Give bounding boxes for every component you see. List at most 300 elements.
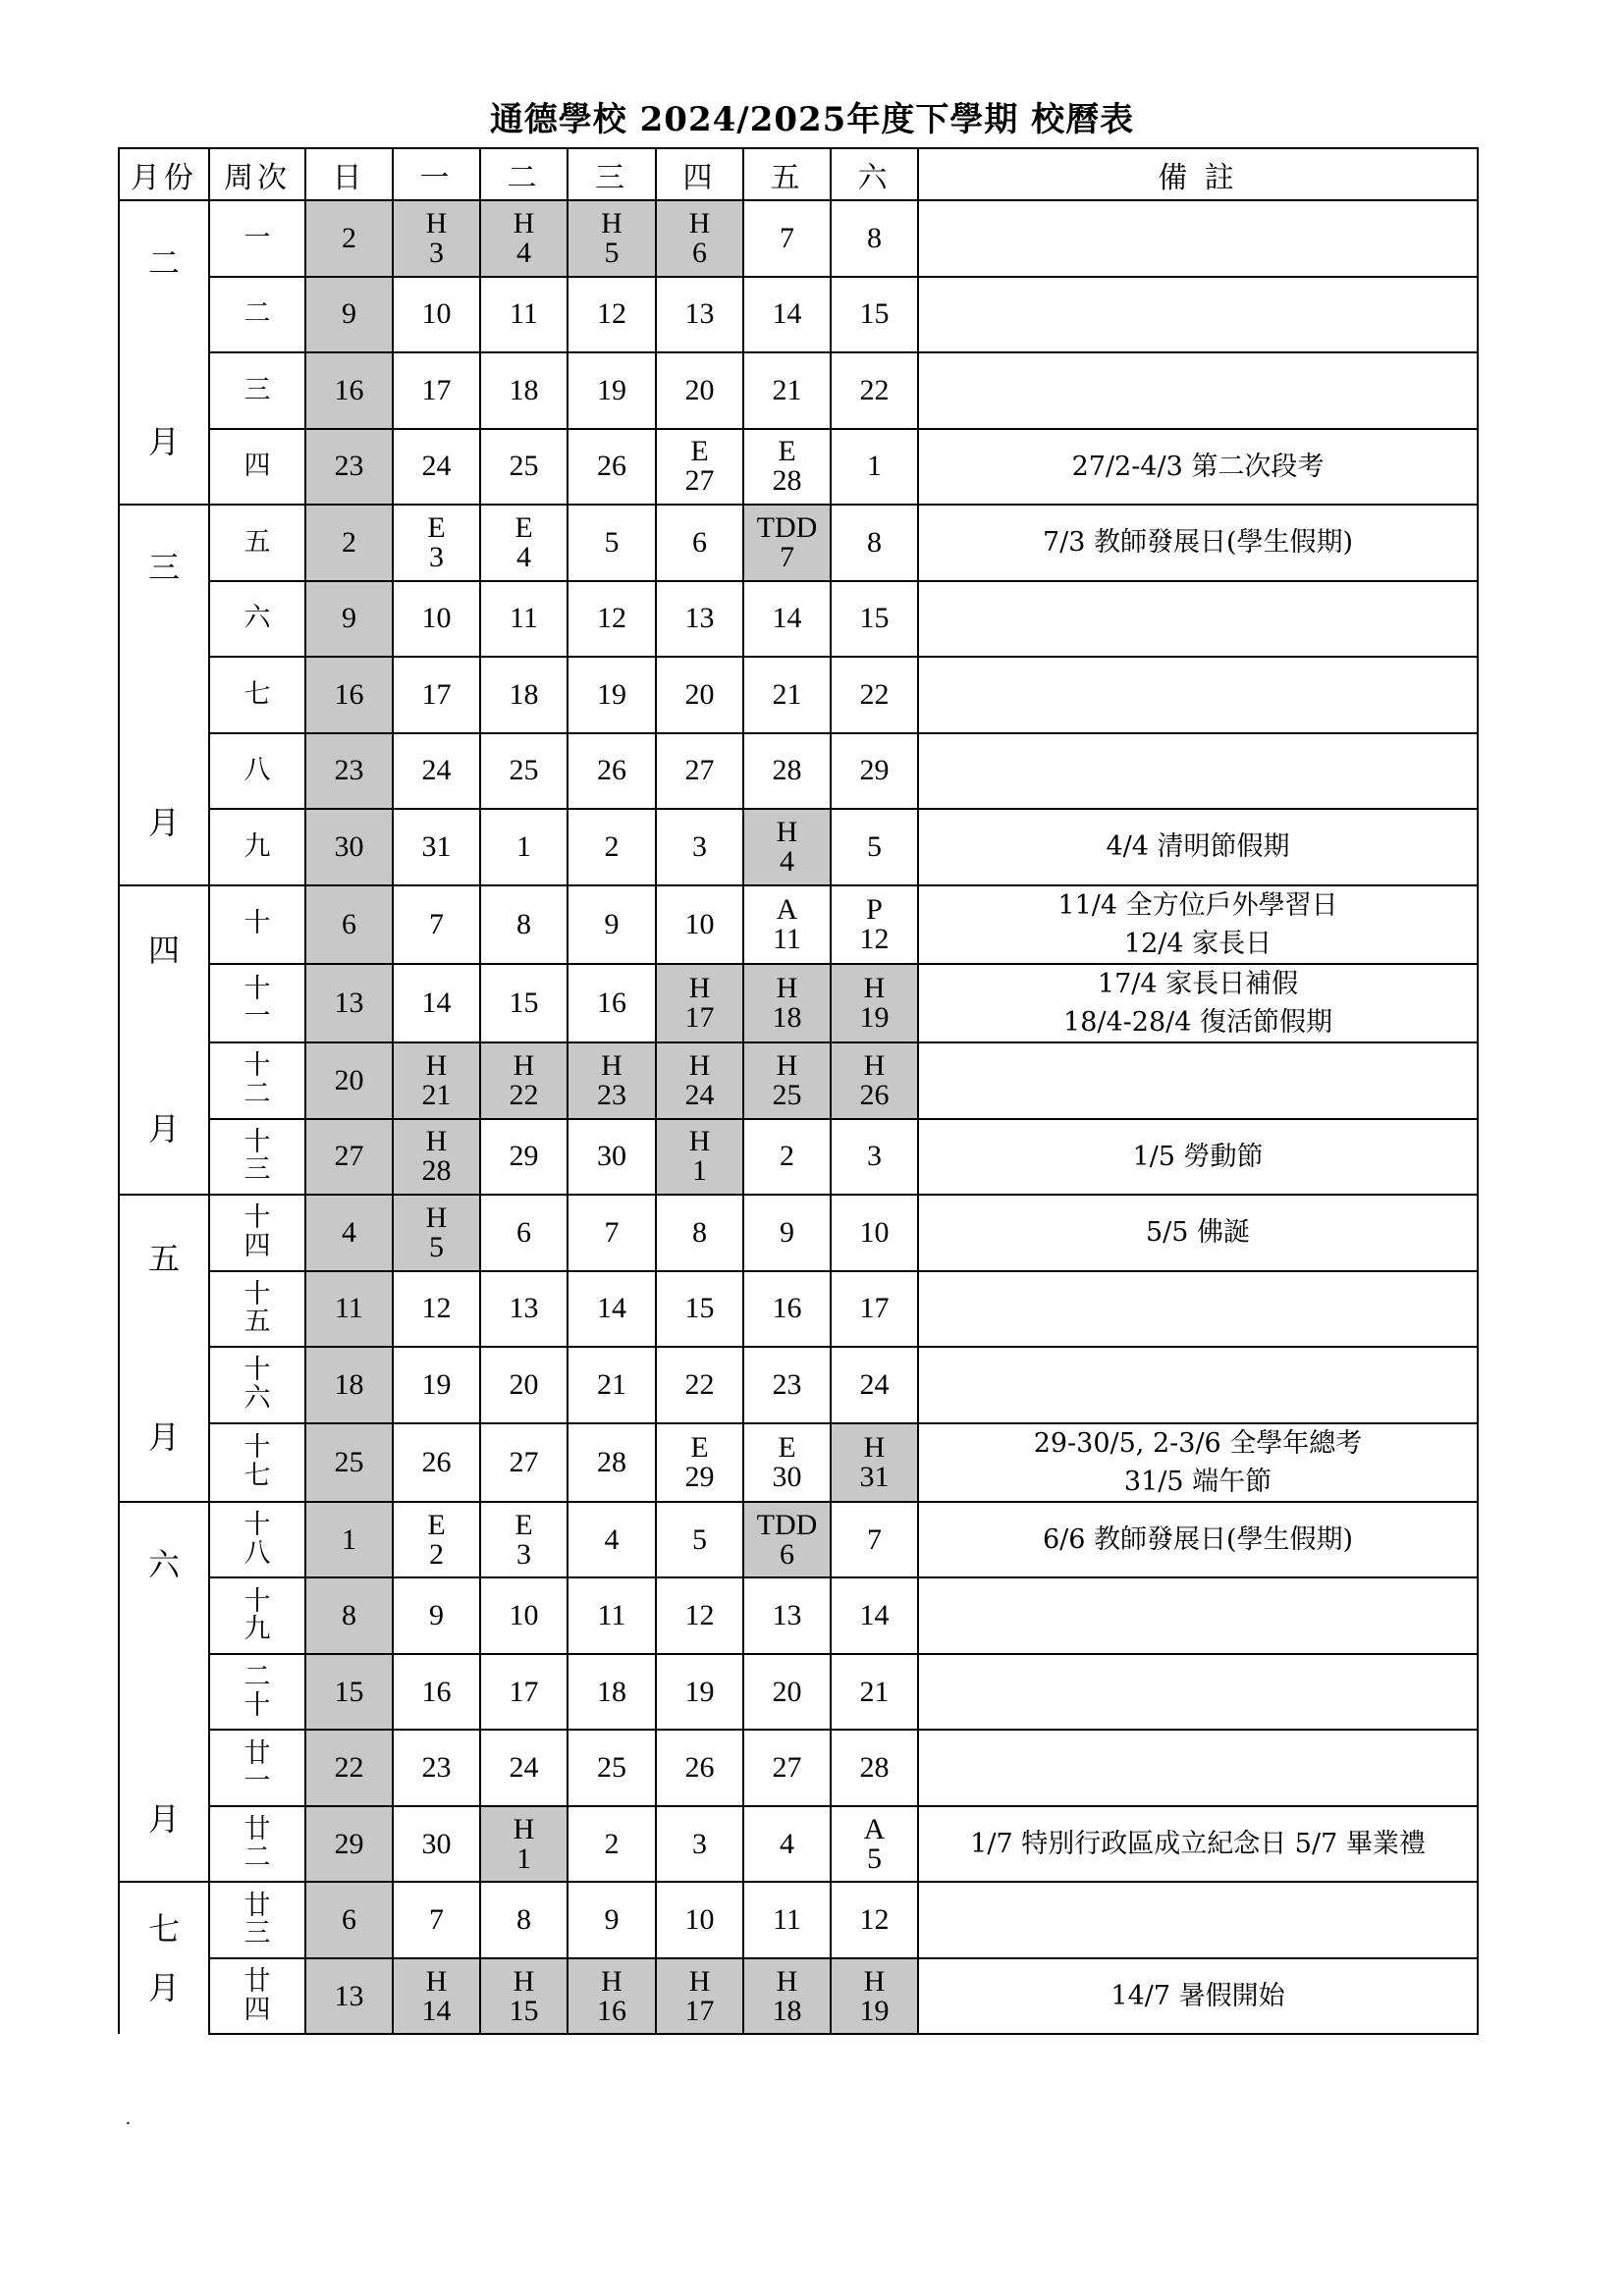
day-number: 16 bbox=[597, 986, 626, 1019]
day-number: 7 bbox=[780, 540, 794, 573]
day-number: 5 bbox=[867, 1842, 882, 1875]
day-number: 28 bbox=[772, 464, 802, 498]
day-number: 18 bbox=[772, 1994, 802, 2027]
week-row bbox=[119, 1882, 1478, 1958]
header-wed: 三 bbox=[568, 148, 656, 200]
day-cell bbox=[305, 505, 393, 581]
week-row bbox=[119, 657, 1478, 733]
week-number-char: 十 bbox=[244, 1585, 271, 1617]
day-cell bbox=[831, 885, 918, 964]
week-row bbox=[119, 1577, 1478, 1654]
week-number-char: 一 bbox=[244, 1766, 271, 1797]
day-cell bbox=[393, 1806, 480, 1883]
day-cell bbox=[831, 1730, 918, 1806]
header-mon: 一 bbox=[393, 148, 480, 200]
day-cell bbox=[393, 1730, 480, 1806]
month-cell bbox=[119, 1502, 209, 1883]
day-number: 7 bbox=[604, 1215, 620, 1249]
week-number bbox=[209, 505, 305, 581]
day-cell bbox=[480, 352, 568, 429]
day-cell bbox=[480, 1042, 568, 1119]
day-cell bbox=[305, 1958, 393, 2035]
week-number-char: 四 bbox=[244, 451, 271, 482]
day-cell bbox=[480, 200, 568, 277]
day-cell bbox=[568, 809, 656, 885]
day-code: H bbox=[425, 1964, 448, 1998]
week-number bbox=[209, 1882, 305, 1958]
day-cell bbox=[480, 809, 568, 885]
week-number-char: 廿 bbox=[244, 1737, 271, 1769]
day-code: H bbox=[688, 1125, 711, 1158]
week-number-char: 廿 bbox=[244, 1966, 271, 1998]
remark-cell bbox=[918, 200, 1478, 277]
day-cell bbox=[480, 1119, 568, 1196]
month-label-char: 月 bbox=[147, 1110, 180, 1148]
week-row bbox=[119, 352, 1478, 429]
day-number: 17 bbox=[684, 1994, 715, 2027]
day-number: 16 bbox=[334, 677, 364, 711]
week-number-char: 八 bbox=[244, 1537, 271, 1569]
day-cell bbox=[480, 1423, 568, 1502]
day-number: 26 bbox=[597, 450, 626, 483]
day-cell bbox=[305, 809, 393, 885]
day-cell bbox=[393, 505, 480, 581]
day-cell bbox=[568, 885, 656, 964]
day-number: 8 bbox=[867, 221, 882, 254]
day-cell bbox=[393, 581, 480, 658]
week-number bbox=[209, 1577, 305, 1654]
day-cell bbox=[305, 277, 393, 353]
day-cell bbox=[568, 1654, 656, 1731]
day-cell bbox=[568, 1806, 656, 1883]
week-row bbox=[119, 1347, 1478, 1423]
month-cell bbox=[119, 885, 209, 1196]
day-code: H bbox=[776, 1964, 798, 1998]
week-row bbox=[119, 1423, 1478, 1502]
remark-cell bbox=[918, 1271, 1478, 1348]
day-number: 6 bbox=[342, 907, 356, 940]
day-code: H bbox=[776, 1048, 798, 1082]
day-number: 11 bbox=[773, 1903, 801, 1937]
day-number: 20 bbox=[684, 373, 715, 406]
day-cell bbox=[743, 1271, 831, 1348]
month-label-char: 月 bbox=[147, 1800, 180, 1839]
day-number: 13 bbox=[509, 1292, 539, 1325]
day-number: 21 bbox=[597, 1367, 626, 1401]
remark-line: 11/4 全方位戶外學習日 bbox=[1057, 889, 1338, 921]
day-code: H bbox=[688, 206, 711, 240]
week-row bbox=[119, 809, 1478, 885]
day-cell bbox=[743, 277, 831, 353]
week-number bbox=[209, 1730, 305, 1806]
day-cell bbox=[831, 809, 918, 885]
day-number: 9 bbox=[604, 1903, 620, 1937]
day-cell bbox=[568, 429, 656, 506]
day-number: 18 bbox=[509, 373, 539, 406]
week-number-char: 九 bbox=[244, 1614, 271, 1645]
day-cell bbox=[305, 1654, 393, 1731]
week-number-char: 二 bbox=[244, 1842, 271, 1873]
day-cell bbox=[743, 964, 831, 1042]
day-number: 30 bbox=[772, 1460, 802, 1493]
day-cell bbox=[656, 1958, 743, 2035]
day-cell bbox=[831, 200, 918, 277]
day-number: 2 bbox=[604, 1827, 620, 1860]
week-number bbox=[209, 657, 305, 733]
day-cell bbox=[831, 1042, 918, 1119]
day-number: 18 bbox=[597, 1675, 626, 1708]
day-cell bbox=[656, 809, 743, 885]
day-number: 11 bbox=[597, 1599, 626, 1632]
day-number: 16 bbox=[597, 1994, 626, 2027]
week-number bbox=[209, 733, 305, 810]
day-number: 15 bbox=[684, 1292, 715, 1325]
day-number: 13 bbox=[772, 1599, 802, 1632]
day-cell bbox=[568, 1119, 656, 1196]
day-code: E bbox=[778, 435, 796, 468]
day-cell bbox=[480, 885, 568, 964]
day-number: 21 bbox=[859, 1675, 890, 1708]
day-code: H bbox=[513, 1964, 535, 1998]
week-number-char: 十 bbox=[244, 1689, 271, 1721]
school-calendar-table bbox=[118, 147, 1479, 2035]
week-number-char: 十 bbox=[244, 1510, 271, 1541]
day-number: 5 bbox=[867, 829, 882, 863]
day-cell bbox=[831, 964, 918, 1042]
week-number bbox=[209, 200, 305, 277]
day-cell bbox=[656, 1423, 743, 1502]
day-number: 1 bbox=[867, 450, 882, 483]
day-cell bbox=[656, 352, 743, 429]
header-fri: 五 bbox=[743, 148, 831, 200]
day-cell bbox=[393, 964, 480, 1042]
day-number: 17 bbox=[509, 1675, 539, 1708]
day-cell bbox=[831, 352, 918, 429]
remark-line: 1/7 特別行政區成立紀念日 5/7 畢業禮 bbox=[970, 1829, 1426, 1860]
day-number: 29 bbox=[509, 1140, 539, 1173]
day-cell bbox=[831, 1502, 918, 1578]
day-cell bbox=[743, 1882, 831, 1958]
day-number: 6 bbox=[780, 1537, 794, 1571]
day-code: A bbox=[863, 1812, 886, 1845]
week-number-char: 六 bbox=[244, 603, 271, 634]
month-label-char: 月 bbox=[147, 803, 180, 841]
day-number: 30 bbox=[421, 1827, 452, 1860]
week-number bbox=[209, 1423, 305, 1502]
day-cell bbox=[568, 1502, 656, 1578]
day-cell bbox=[480, 1958, 568, 2035]
week-number-char: 一 bbox=[244, 222, 271, 253]
remark-cell bbox=[918, 581, 1478, 658]
day-code: H bbox=[863, 1430, 886, 1464]
month-label-char: 月 bbox=[147, 1969, 180, 2007]
day-code: H bbox=[425, 1125, 448, 1158]
week-number-char: 三 bbox=[244, 1918, 271, 1949]
day-number: 16 bbox=[421, 1675, 452, 1708]
day-number: 1 bbox=[692, 1154, 707, 1188]
day-number: 24 bbox=[859, 1367, 890, 1401]
week-number-char: 七 bbox=[244, 678, 271, 710]
month-label-char: 三 bbox=[147, 549, 180, 586]
remark-line: 6/6 教師發展日(學生假期) bbox=[1042, 1524, 1354, 1556]
day-number: 1 bbox=[516, 829, 531, 863]
day-number: 6 bbox=[692, 525, 707, 559]
day-cell bbox=[568, 505, 656, 581]
day-number: 23 bbox=[772, 1367, 802, 1401]
week-row bbox=[119, 1806, 1478, 1883]
day-cell bbox=[305, 200, 393, 277]
day-cell bbox=[568, 1423, 656, 1502]
day-number: 25 bbox=[597, 1751, 626, 1785]
day-number: 8 bbox=[867, 525, 882, 559]
remark-cell bbox=[918, 1502, 1478, 1578]
day-cell bbox=[831, 657, 918, 733]
day-number: 21 bbox=[421, 1078, 452, 1111]
week-number-char: 十 bbox=[244, 1278, 271, 1309]
day-number: 25 bbox=[509, 754, 539, 787]
week-row bbox=[119, 964, 1478, 1042]
day-code: E bbox=[427, 1508, 446, 1541]
header-sun: 日 bbox=[305, 148, 393, 200]
day-number: 20 bbox=[684, 677, 715, 711]
day-cell bbox=[393, 885, 480, 964]
day-cell bbox=[305, 964, 393, 1042]
remark-line: 7/3 教師發展日(學生假期) bbox=[1042, 527, 1354, 559]
day-number: 22 bbox=[859, 677, 890, 711]
day-cell bbox=[656, 1882, 743, 1958]
remark-cell bbox=[918, 1882, 1478, 1958]
month-label-char: 五 bbox=[147, 1240, 180, 1278]
day-number: 2 bbox=[342, 525, 356, 559]
day-cell bbox=[743, 1654, 831, 1731]
day-number: 21 bbox=[772, 677, 802, 711]
day-number: 24 bbox=[509, 1751, 539, 1785]
day-number: 11 bbox=[335, 1292, 363, 1325]
day-code: H bbox=[863, 1048, 886, 1082]
day-number: 27 bbox=[772, 1751, 802, 1785]
day-cell bbox=[656, 1806, 743, 1883]
day-number: 22 bbox=[684, 1367, 715, 1401]
day-cell bbox=[656, 429, 743, 506]
day-cell bbox=[831, 1271, 918, 1348]
day-number: 14 bbox=[859, 1599, 890, 1632]
day-number: 5 bbox=[604, 525, 620, 559]
week-number bbox=[209, 885, 305, 964]
day-cell bbox=[831, 1347, 918, 1423]
remark-cell bbox=[918, 1654, 1478, 1731]
remark-line: 1/5 勞動節 bbox=[1132, 1141, 1264, 1172]
day-cell bbox=[480, 1577, 568, 1654]
day-number: 9 bbox=[604, 907, 620, 940]
day-number: 2 bbox=[342, 221, 356, 254]
day-cell bbox=[305, 581, 393, 658]
day-cell bbox=[831, 581, 918, 658]
day-cell bbox=[656, 1119, 743, 1196]
week-number bbox=[209, 277, 305, 353]
week-number-char: 十 bbox=[244, 1050, 271, 1082]
day-cell bbox=[480, 1347, 568, 1423]
remark-cell bbox=[918, 1958, 1478, 2035]
day-code: H bbox=[513, 206, 535, 240]
remark-line: 12/4 家長日 bbox=[1123, 928, 1272, 959]
day-number: 26 bbox=[859, 1078, 890, 1111]
day-code: E bbox=[778, 1430, 796, 1464]
day-cell bbox=[656, 1730, 743, 1806]
day-number: 5 bbox=[604, 236, 620, 269]
day-cell bbox=[480, 657, 568, 733]
day-code: E bbox=[427, 510, 446, 544]
day-number: 28 bbox=[421, 1154, 452, 1188]
day-number: 3 bbox=[867, 1140, 882, 1173]
day-number: 1 bbox=[516, 1842, 531, 1875]
day-cell bbox=[831, 1806, 918, 1883]
day-cell bbox=[305, 1119, 393, 1196]
day-number: 20 bbox=[772, 1675, 802, 1708]
day-cell bbox=[656, 1042, 743, 1119]
day-number: 18 bbox=[334, 1367, 364, 1401]
day-cell bbox=[568, 733, 656, 810]
header-week: 周次 bbox=[209, 148, 305, 200]
day-cell bbox=[393, 657, 480, 733]
month-label-char: 六 bbox=[147, 1545, 180, 1583]
day-code: H bbox=[425, 1201, 448, 1234]
week-number-char: 二 bbox=[244, 1078, 271, 1109]
day-number: 8 bbox=[342, 1599, 356, 1632]
header-sat: 六 bbox=[831, 148, 918, 200]
day-code: H bbox=[863, 1964, 886, 1998]
day-number: 14 bbox=[421, 986, 452, 1019]
week-number-char: 三 bbox=[244, 1154, 271, 1186]
remark-cell bbox=[918, 1195, 1478, 1271]
week-row bbox=[119, 1502, 1478, 1578]
day-number: 24 bbox=[421, 754, 452, 787]
day-code: E bbox=[514, 1508, 533, 1541]
day-cell bbox=[656, 657, 743, 733]
day-cell bbox=[831, 1958, 918, 2035]
day-cell bbox=[831, 505, 918, 581]
header-row bbox=[119, 148, 1478, 200]
day-code: H bbox=[776, 971, 798, 1004]
day-cell bbox=[305, 657, 393, 733]
day-cell bbox=[393, 429, 480, 506]
day-number: 17 bbox=[684, 1000, 715, 1034]
day-cell bbox=[743, 1806, 831, 1883]
header-remarks: 備 註 bbox=[918, 148, 1478, 200]
day-number: 21 bbox=[772, 373, 802, 406]
day-number: 9 bbox=[780, 1215, 794, 1249]
day-code: E bbox=[690, 1430, 709, 1464]
day-number: 2 bbox=[604, 829, 620, 863]
day-number: 20 bbox=[509, 1367, 539, 1401]
day-number: 27 bbox=[509, 1445, 539, 1478]
day-cell bbox=[480, 1195, 568, 1271]
day-cell bbox=[743, 1502, 831, 1578]
week-row bbox=[119, 1958, 1478, 2035]
day-cell bbox=[568, 200, 656, 277]
remark-cell bbox=[918, 1119, 1478, 1196]
day-number: 4 bbox=[342, 1215, 356, 1249]
day-number: 9 bbox=[342, 297, 356, 331]
day-code: TDD bbox=[756, 1508, 818, 1541]
day-number: 13 bbox=[684, 297, 715, 331]
day-number: 14 bbox=[597, 1292, 626, 1325]
header-tue: 二 bbox=[480, 148, 568, 200]
week-number bbox=[209, 809, 305, 885]
day-cell bbox=[831, 1195, 918, 1271]
day-cell bbox=[393, 277, 480, 353]
week-number bbox=[209, 581, 305, 658]
week-number-char: 五 bbox=[244, 526, 271, 558]
day-number: 28 bbox=[859, 1751, 890, 1785]
day-cell bbox=[393, 1654, 480, 1731]
day-cell bbox=[831, 1119, 918, 1196]
day-cell bbox=[480, 581, 568, 658]
week-number-char: 九 bbox=[244, 830, 271, 862]
remark-line: 5/5 佛誕 bbox=[1145, 1217, 1251, 1249]
day-cell bbox=[305, 1042, 393, 1119]
week-number bbox=[209, 352, 305, 429]
week-number-char: 十 bbox=[244, 1432, 271, 1464]
day-number: 6 bbox=[342, 1903, 356, 1937]
header-thu: 四 bbox=[656, 148, 743, 200]
day-number: 7 bbox=[429, 1903, 444, 1937]
day-cell bbox=[568, 1347, 656, 1423]
day-cell bbox=[393, 352, 480, 429]
remark-line: 31/5 端午節 bbox=[1123, 1466, 1272, 1497]
day-cell bbox=[393, 1423, 480, 1502]
day-code: P bbox=[866, 892, 883, 926]
day-number: 9 bbox=[342, 602, 356, 635]
week-number-char: 三 bbox=[244, 374, 271, 405]
day-cell bbox=[656, 200, 743, 277]
day-cell bbox=[743, 429, 831, 506]
week-number-char: 廿 bbox=[244, 1814, 271, 1845]
week-row bbox=[119, 1042, 1478, 1119]
day-cell bbox=[393, 200, 480, 277]
day-cell bbox=[743, 352, 831, 429]
day-number: 23 bbox=[334, 754, 364, 787]
day-number: 22 bbox=[334, 1751, 364, 1785]
footer-mark: . bbox=[126, 2108, 131, 2129]
day-cell bbox=[480, 1271, 568, 1348]
month-cell bbox=[119, 505, 209, 885]
day-number: 31 bbox=[421, 829, 452, 863]
day-cell bbox=[743, 1577, 831, 1654]
remark-line: 29-30/5, 2-3/6 全學年總考 bbox=[1033, 1427, 1363, 1459]
day-code: H bbox=[688, 971, 711, 1004]
day-number: 11 bbox=[510, 297, 538, 331]
day-cell bbox=[480, 1806, 568, 1883]
day-number: 31 bbox=[859, 1460, 890, 1493]
week-row bbox=[119, 429, 1478, 506]
day-number: 26 bbox=[421, 1445, 452, 1478]
day-cell bbox=[480, 429, 568, 506]
day-number: 25 bbox=[509, 450, 539, 483]
week-row bbox=[119, 277, 1478, 353]
week-number-char: 廿 bbox=[244, 1890, 271, 1921]
day-cell bbox=[305, 1806, 393, 1883]
day-number: 24 bbox=[421, 450, 452, 483]
day-number: 22 bbox=[509, 1078, 539, 1111]
day-number: 15 bbox=[509, 1994, 539, 2027]
day-number: 6 bbox=[692, 236, 707, 269]
day-cell bbox=[568, 1958, 656, 2035]
day-number: 19 bbox=[859, 1994, 890, 2027]
day-cell bbox=[393, 733, 480, 810]
day-number: 11 bbox=[773, 922, 801, 955]
day-cell bbox=[568, 1577, 656, 1654]
day-number: 27 bbox=[684, 754, 715, 787]
